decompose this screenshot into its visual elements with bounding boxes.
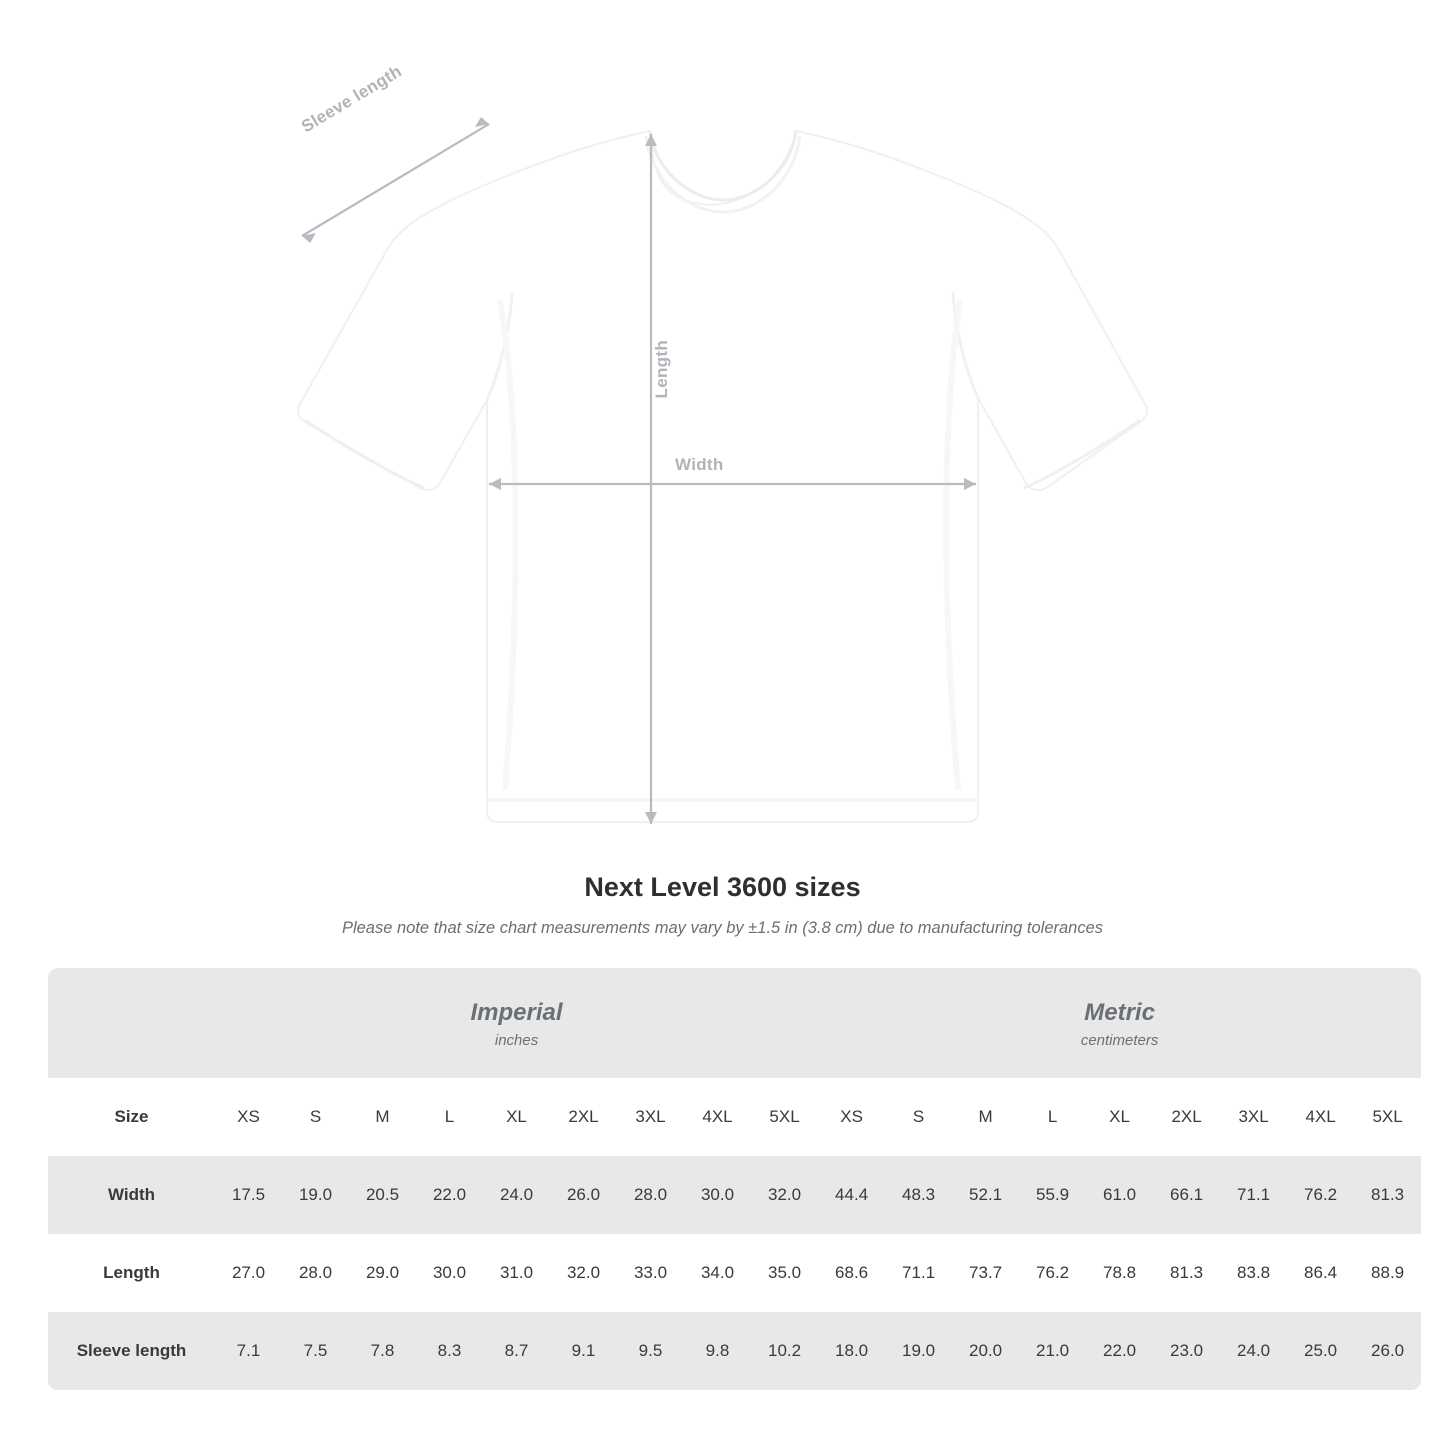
cell-sleeve-metric-5xl: 26.0: [1354, 1312, 1421, 1390]
cell-width-metric-4xl: 76.2: [1287, 1156, 1354, 1234]
size-header-imperial-4xl: 4XL: [684, 1078, 751, 1156]
cell-length-metric-s: 71.1: [885, 1234, 952, 1312]
cell-length-imperial-s: 28.0: [282, 1234, 349, 1312]
cell-sleeve-metric-2xl: 23.0: [1153, 1312, 1220, 1390]
cell-sleeve-imperial-xs: 7.1: [215, 1312, 282, 1390]
cell-sleeve-metric-l: 21.0: [1019, 1312, 1086, 1390]
cell-width-imperial-xs: 17.5: [215, 1156, 282, 1234]
cell-length-metric-3xl: 83.8: [1220, 1234, 1287, 1312]
cell-sleeve-imperial-3xl: 9.5: [617, 1312, 684, 1390]
cell-length-metric-l: 76.2: [1019, 1234, 1086, 1312]
cell-sleeve-metric-xl: 22.0: [1086, 1312, 1153, 1390]
cell-sleeve-metric-s: 19.0: [885, 1312, 952, 1390]
size-header-metric-xs: XS: [818, 1078, 885, 1156]
cell-width-imperial-xl: 24.0: [483, 1156, 550, 1234]
cell-sleeve-metric-3xl: 24.0: [1220, 1312, 1287, 1390]
cell-length-metric-4xl: 86.4: [1287, 1234, 1354, 1312]
cell-sleeve-imperial-xl: 8.7: [483, 1312, 550, 1390]
cell-sleeve-imperial-s: 7.5: [282, 1312, 349, 1390]
title-block: [0, 872, 1445, 938]
group-name-imperial: Imperial: [470, 998, 563, 1026]
size-header-metric-s: S: [885, 1078, 952, 1156]
cell-length-imperial-3xl: 33.0: [617, 1234, 684, 1312]
size-header-imperial-5xl: 5XL: [751, 1078, 818, 1156]
size-column-label: Size: [48, 1078, 215, 1156]
cell-sleeve-imperial-2xl: 9.1: [550, 1312, 617, 1390]
tolerance-note: Please note that size chart measurements may vary by ±1.5 in (3.8 cm) due to manufacturing tolerances: [341, 919, 1104, 937]
group-header-metric: [818, 968, 1421, 1078]
cell-length-metric-xs: 68.6: [818, 1234, 885, 1312]
cell-width-metric-xl: 61.0: [1086, 1156, 1153, 1234]
table-row: [48, 1156, 1421, 1234]
tshirt-shape: [298, 131, 1147, 822]
sleeve-length-dimension-label: Sleeve length: [298, 61, 406, 137]
cell-length-metric-xl: 78.8: [1086, 1234, 1153, 1312]
cell-width-metric-3xl: 71.1: [1220, 1156, 1287, 1234]
group-unit-imperial: inches: [494, 1031, 539, 1049]
cell-width-imperial-2xl: 26.0: [550, 1156, 617, 1234]
cell-sleeve-metric-xs: 18.0: [818, 1312, 885, 1390]
row-label-length: Length: [48, 1234, 215, 1312]
size-header-metric-xl: XL: [1086, 1078, 1153, 1156]
unit-group-header-row: [48, 968, 1421, 1078]
cell-width-imperial-4xl: 30.0: [684, 1156, 751, 1234]
cell-width-metric-s: 48.3: [885, 1156, 952, 1234]
cell-length-metric-2xl: 81.3: [1153, 1234, 1220, 1312]
group-unit-metric: centimeters: [1080, 1031, 1159, 1049]
size-header-imperial-l: L: [416, 1078, 483, 1156]
size-header-row: [48, 1078, 1421, 1156]
group-header-spacer: [48, 968, 215, 1078]
cell-sleeve-imperial-l: 8.3: [416, 1312, 483, 1390]
cell-length-imperial-4xl: 34.0: [684, 1234, 751, 1312]
cell-width-imperial-3xl: 28.0: [617, 1156, 684, 1234]
size-header-imperial-2xl: 2XL: [550, 1078, 617, 1156]
size-header-imperial-3xl: 3XL: [617, 1078, 684, 1156]
group-header-imperial: [215, 968, 818, 1078]
cell-width-imperial-l: 22.0: [416, 1156, 483, 1234]
row-label-sleeve-length: Sleeve length: [48, 1312, 215, 1390]
cell-length-imperial-xl: 31.0: [483, 1234, 550, 1312]
size-table-wrapper: [48, 968, 1405, 1390]
cell-width-imperial-m: 20.5: [349, 1156, 416, 1234]
cell-width-metric-xs: 44.4: [818, 1156, 885, 1234]
cell-width-metric-m: 52.1: [952, 1156, 1019, 1234]
size-header-metric-2xl: 2XL: [1153, 1078, 1220, 1156]
cell-length-imperial-m: 29.0: [349, 1234, 416, 1312]
cell-sleeve-metric-m: 20.0: [952, 1312, 1019, 1390]
cell-sleeve-metric-4xl: 25.0: [1287, 1312, 1354, 1390]
size-table: [48, 968, 1421, 1390]
cell-length-metric-m: 73.7: [952, 1234, 1019, 1312]
cell-width-metric-5xl: 81.3: [1354, 1156, 1421, 1234]
size-header-metric-l: L: [1019, 1078, 1086, 1156]
length-dimension-label: Length: [652, 340, 671, 399]
row-label-width: Width: [48, 1156, 215, 1234]
cell-length-imperial-2xl: 32.0: [550, 1234, 617, 1312]
cell-width-metric-l: 55.9: [1019, 1156, 1086, 1234]
cell-length-imperial-xs: 27.0: [215, 1234, 282, 1312]
cell-width-metric-2xl: 66.1: [1153, 1156, 1220, 1234]
cell-sleeve-imperial-5xl: 10.2: [751, 1312, 818, 1390]
table-row: [48, 1312, 1421, 1390]
cell-sleeve-imperial-4xl: 9.8: [684, 1312, 751, 1390]
size-header-imperial-m: M: [349, 1078, 416, 1156]
size-header-imperial-xs: XS: [215, 1078, 282, 1156]
table-row: [48, 1234, 1421, 1312]
size-header-metric-m: M: [952, 1078, 1019, 1156]
group-name-metric: Metric: [1084, 998, 1155, 1026]
cell-width-imperial-s: 19.0: [282, 1156, 349, 1234]
cell-sleeve-imperial-m: 7.8: [349, 1312, 416, 1390]
size-header-imperial-s: S: [282, 1078, 349, 1156]
cell-length-imperial-l: 30.0: [416, 1234, 483, 1312]
size-header-metric-4xl: 4XL: [1287, 1078, 1354, 1156]
size-header-metric-5xl: 5XL: [1354, 1078, 1421, 1156]
cell-length-metric-5xl: 88.9: [1354, 1234, 1421, 1312]
cell-width-imperial-5xl: 32.0: [751, 1156, 818, 1234]
width-dimension-label: Width: [675, 455, 724, 474]
cell-length-imperial-5xl: 35.0: [751, 1234, 818, 1312]
size-header-metric-3xl: 3XL: [1220, 1078, 1287, 1156]
size-header-imperial-xl: XL: [483, 1078, 550, 1156]
page-title: Next Level 3600 sizes: [584, 872, 861, 902]
